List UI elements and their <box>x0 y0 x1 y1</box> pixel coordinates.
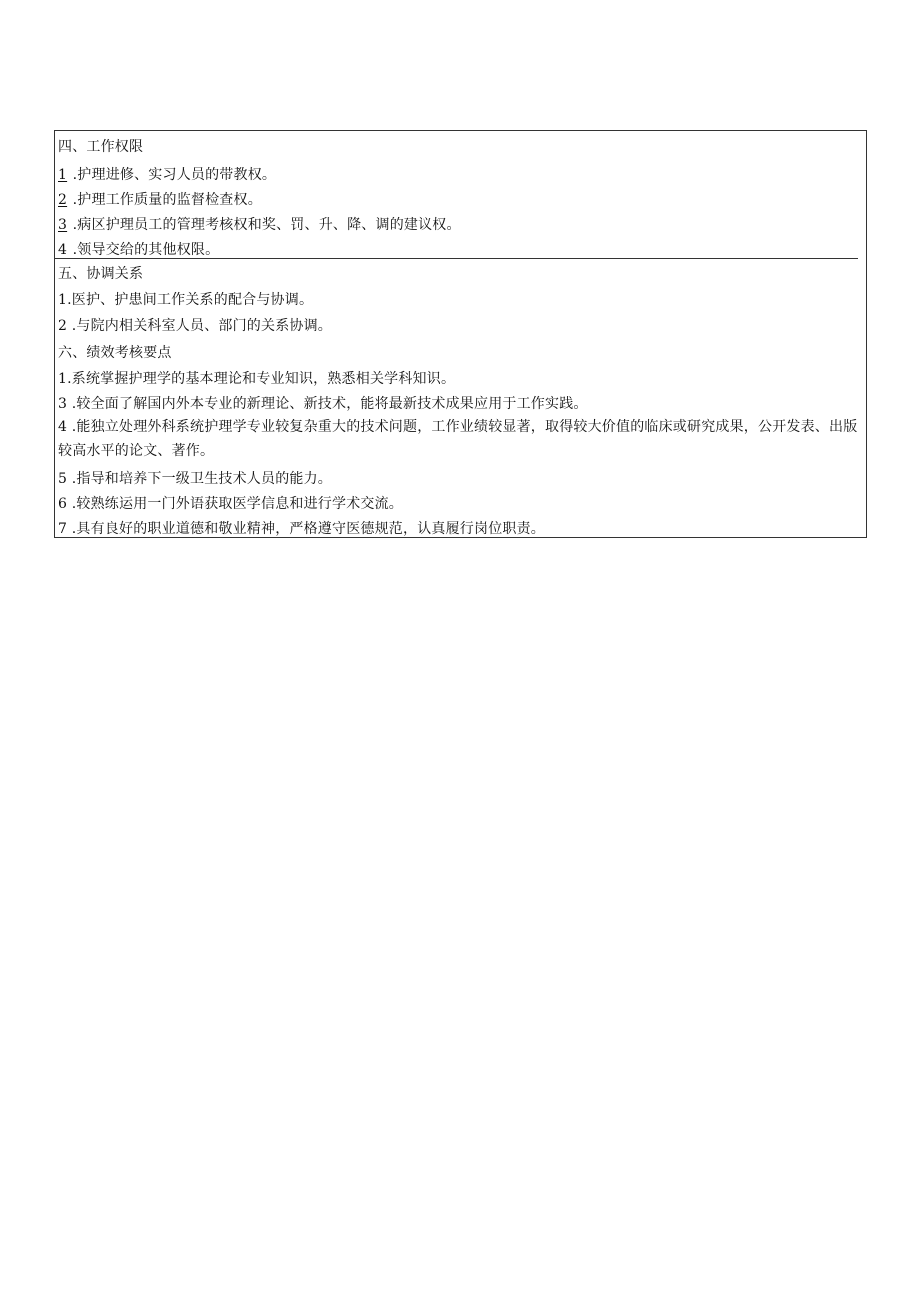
item-number: 1 <box>58 167 68 183</box>
item-text: .病区护理员工的管理考核权和奖、罚、升、降、调的建议权。 <box>68 217 461 233</box>
authority-item-2 <box>58 190 262 210</box>
performance-item-7: 7 .具有良好的职业道德和敬业精神，严格遵守医德规范，认真履行岗位职责。 <box>58 521 546 537</box>
section-heading-work-authority: 四、工作权限 <box>58 139 144 155</box>
performance-item-5: 5 .指导和培养下一级卫生技术人员的能力。 <box>58 471 333 487</box>
section-heading-performance: 六、绩效考核要点 <box>58 345 172 361</box>
coordination-item-1: 1.医护、护患间工作关系的配合与协调。 <box>58 292 314 308</box>
item-text: .领导交给的其他权限。 <box>68 242 220 258</box>
authority-item-4 <box>58 240 219 260</box>
item-text: .护理进修、实习人员的带教权。 <box>68 167 277 183</box>
coordination-item-2: 2 .与院内相关科室人员、部门的关系协调。 <box>58 318 333 334</box>
performance-item-4: 4 .能独立处理外科系统护理学专业较复杂重大的技术问题，工作业绩较显著，取得较大价值的临床或研究成果，公开发表、出版较高水平的论文、著作。 <box>58 419 858 459</box>
section-heading-coordination: 五、协调关系 <box>58 266 144 282</box>
item-text: .护理工作质量的监督检查权。 <box>68 192 262 208</box>
item-number: 4 <box>58 242 68 258</box>
performance-item-1: 1.系统掌握护理学的基本理论和专业知识，熟悉相关学科知识。 <box>58 371 456 387</box>
document-table <box>54 130 867 538</box>
performance-item-3: 3 .较全面了解国内外本专业的新理论、新技术，能将最新技术成果应用于工作实践。 <box>58 396 588 412</box>
item-number: 3 <box>58 217 68 233</box>
performance-item-6: 6 .较熟练运用一门外语获取医学信息和进行学术交流。 <box>58 496 404 512</box>
authority-item-3 <box>58 215 461 235</box>
section-divider <box>55 258 858 259</box>
item-number: 2 <box>58 192 68 208</box>
authority-item-1 <box>58 165 276 185</box>
